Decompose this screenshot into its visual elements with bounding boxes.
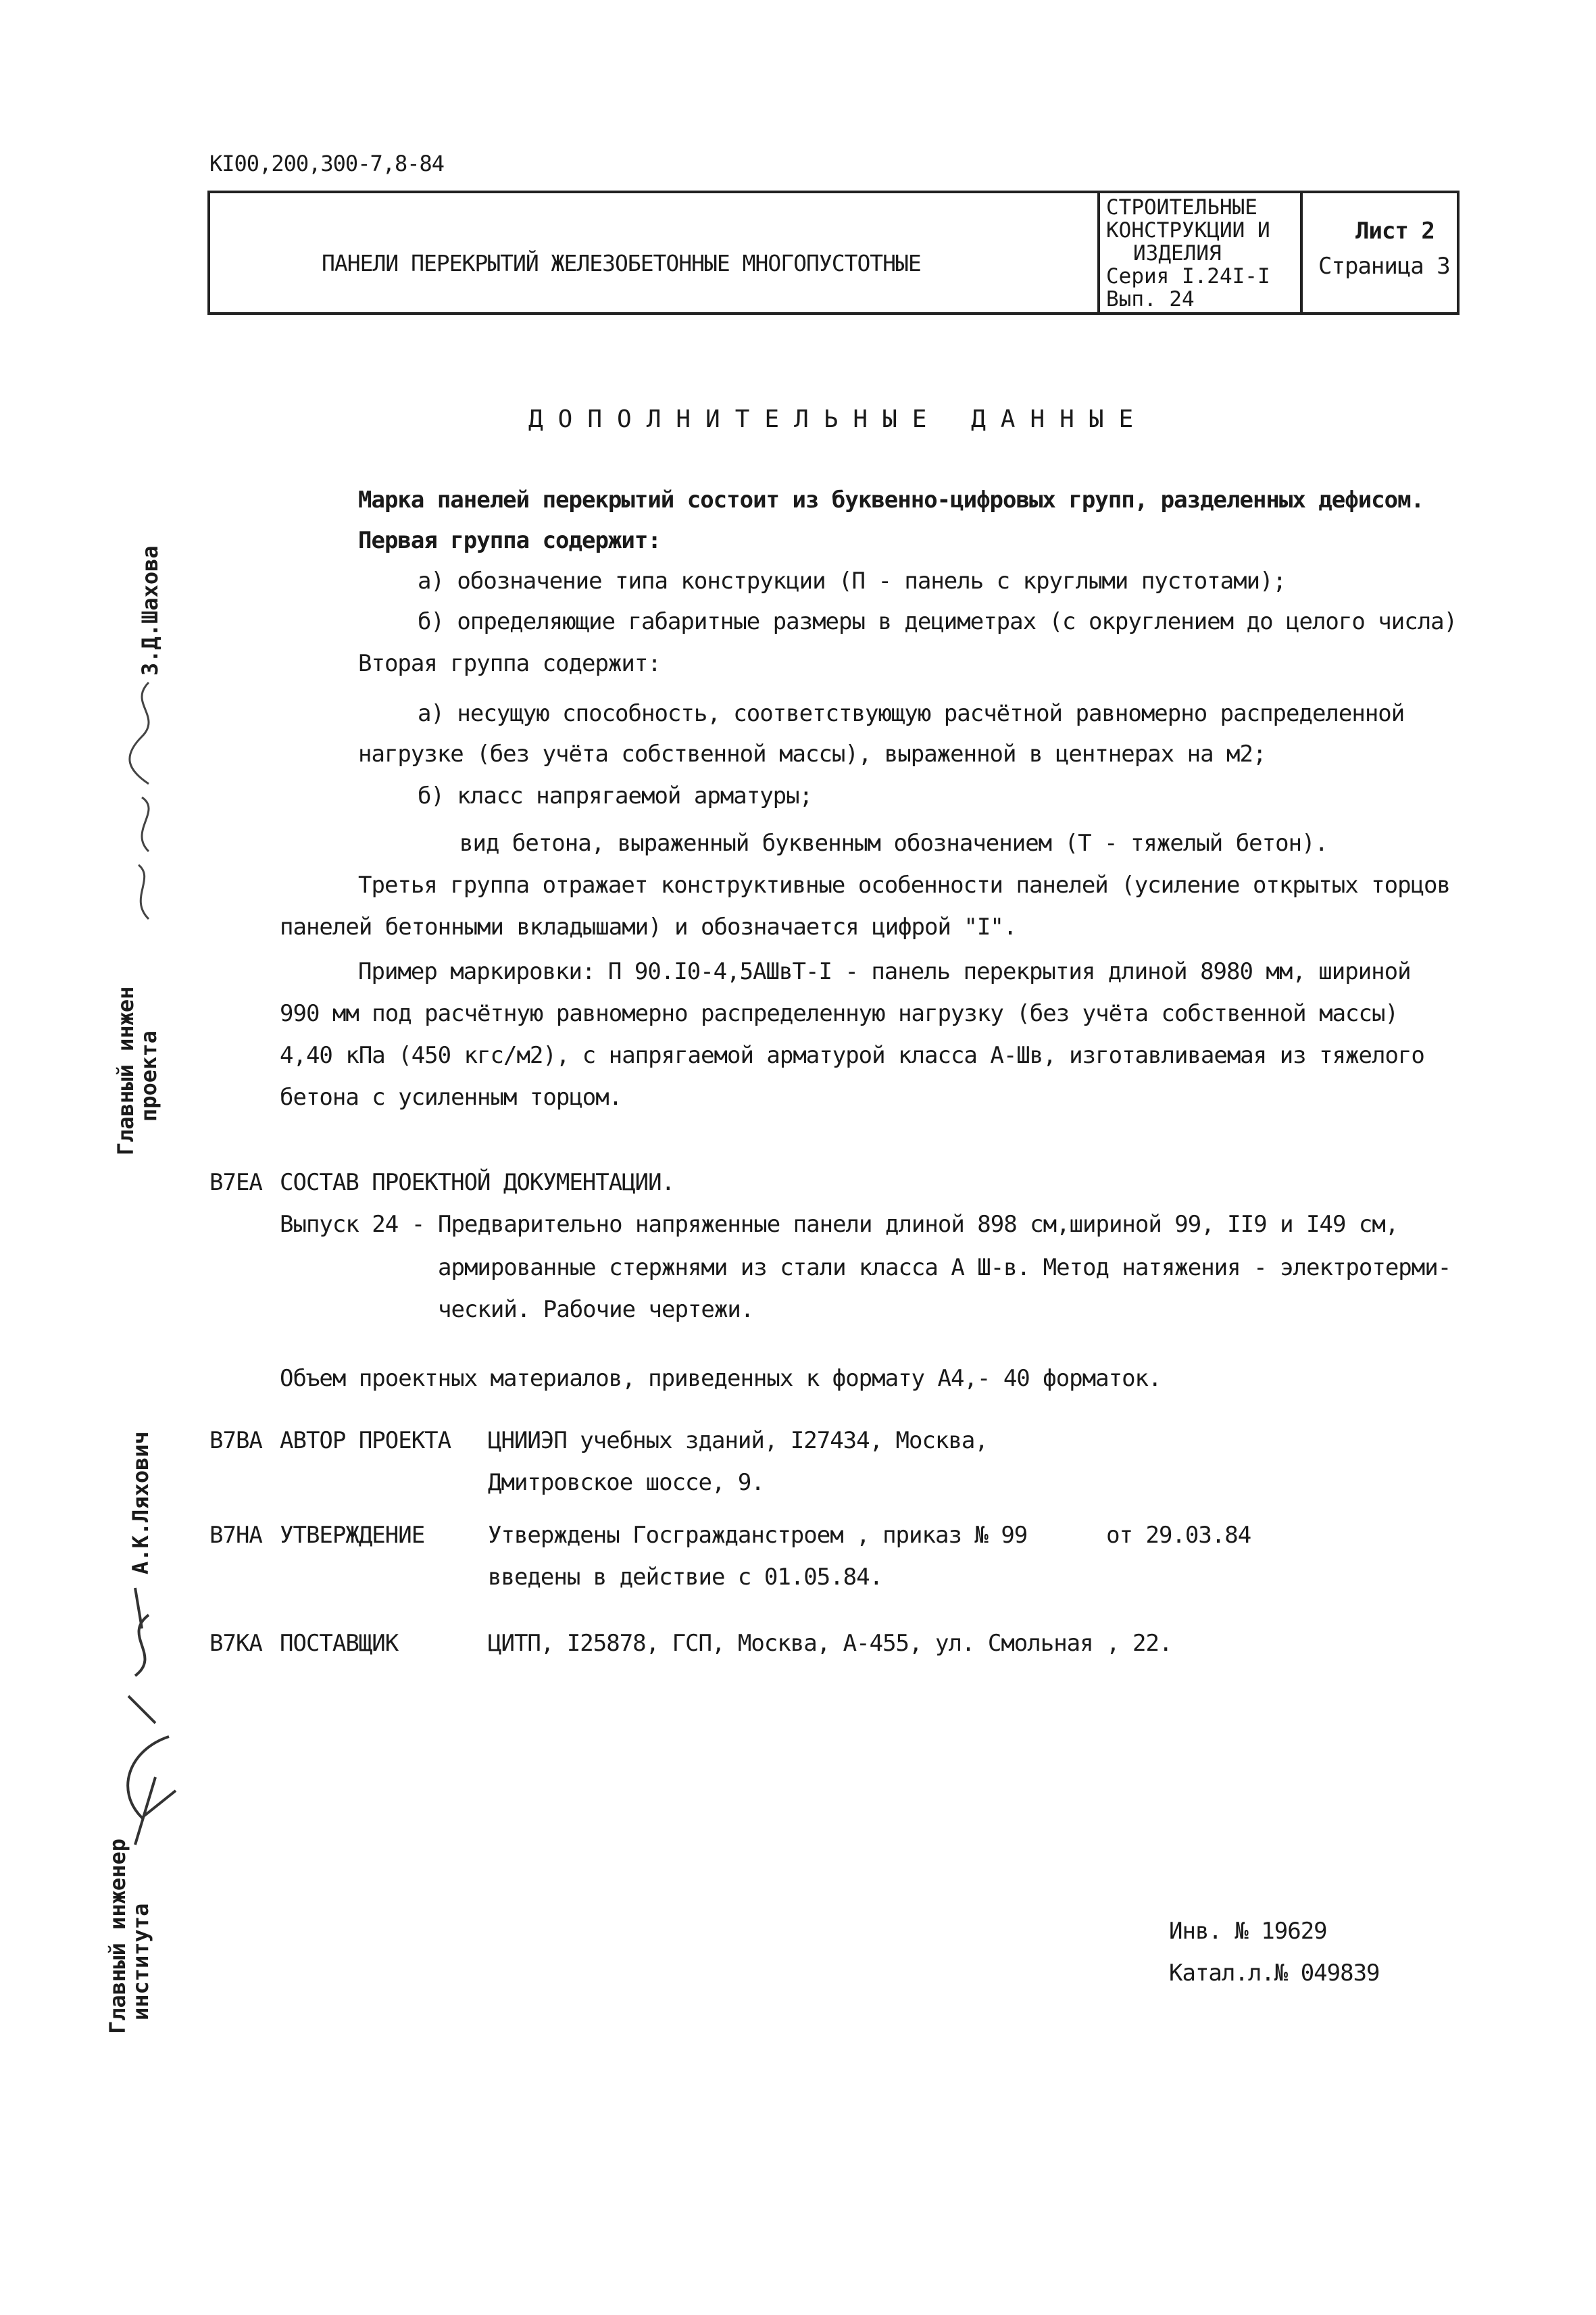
body-line: бетона с усиленным торцом.: [280, 1084, 622, 1111]
body-line: нагрузке (без учёта собственной массы), выраженной в центнерах на м2;: [358, 741, 1266, 768]
issue-line: армированные стержнями из стали класса А Ш-в. Метод натяжения - электротерми-: [438, 1254, 1451, 1281]
body-line: вид бетона, выраженный буквенным обозначением (Т - тяжелый бетон).: [459, 830, 1328, 857]
field-label: УТВЕРЖДЕНИЕ: [280, 1522, 425, 1549]
header-title: ПАНЕЛИ ПЕРЕКРЫТИЙ ЖЕЛЕЗОБЕТОННЫЕ МНОГОПУСТОТНЫЕ: [322, 250, 921, 276]
title-block: [207, 191, 1460, 315]
volume-line: Объем проектных материалов, приведенных к формату А4,- 40 форматок.: [280, 1365, 1162, 1392]
field-value: Дмитровское шоссе, 9.: [488, 1469, 764, 1496]
field-value: введены в действие с 01.05.84.: [488, 1564, 883, 1591]
body-line: панелей бетонными вкладышами) и обозначается цифрой "I".: [280, 914, 1017, 941]
signature-mark: [101, 676, 182, 946]
margin-role: проекта: [136, 1030, 161, 1122]
sheet-number: Лист 2: [1355, 218, 1435, 245]
body-line: Вторая группа содержит:: [358, 650, 661, 677]
document-code: КI00,200,300-7,8-84: [209, 151, 445, 176]
signature-mark: [88, 1574, 196, 1858]
field-value: ЦИТП, I25878, ГСП, Москва, А-455, ул. Смольная , 22.: [488, 1630, 1172, 1657]
margin-role: Главный инженер: [105, 1839, 130, 2034]
field-label: СОСТАВ ПРОЕКТНОЙ ДОКУМЕНТАЦИИ.: [280, 1169, 675, 1196]
margin-role: института: [128, 1903, 153, 2020]
body-line: Пример маркировки: П 90.I0-4,5АШвТ-I - панель перекрытия длиной 8980 мм, шириной: [358, 958, 1411, 985]
margin-name: А.К.Ляхович: [128, 1431, 153, 1574]
body-line: а) несущую способность, соответствующую расчётной равномерно распределенной: [418, 700, 1405, 727]
body-line: а) обозначение типа конструкции (П - панель с круглыми пустотами);: [418, 568, 1287, 595]
inventory-number: Инв. № 19629: [1169, 1918, 1327, 1945]
field-value: Утверждены Госгражданстроем , приказ № 99 от 29.03.84: [488, 1522, 1251, 1549]
series-line: ИЗДЕЛИЯ: [1133, 241, 1222, 266]
body-line: Третья группа отражает конструктивные особенности панелей (усиление открытых торцов: [358, 872, 1450, 899]
series-line: СТРОИТЕЛЬНЫЕ: [1106, 195, 1257, 220]
series-line: Серия I.24I-I: [1106, 264, 1270, 289]
body-line: б) определяющие габаритные размеры в дециметрах (с округлением до целого числа): [418, 608, 1457, 635]
series-block: [1106, 196, 1270, 311]
issue-line: Предварительно напряженные панели длиной 898 см,шириной 99, II9 и I49 см,: [438, 1211, 1399, 1238]
field-code: В7ВА: [209, 1427, 262, 1454]
field-code: В7КА: [209, 1630, 262, 1657]
series-line: КОНСТРУКЦИИ И: [1106, 218, 1270, 243]
divider: [1097, 193, 1100, 312]
issue-line: ческий. Рабочие чертежи.: [438, 1296, 754, 1323]
catalog-number: Катал.л.№ 049839: [1169, 1960, 1380, 1987]
body-line: 4,40 кПа (450 кгс/м2), с напрягаемой арматурой класса А-Шв, изготавливаемая из тяжелого: [280, 1042, 1424, 1069]
field-value: ЦНИИЭП учебных зданий, I27434, Москва,: [488, 1427, 988, 1454]
section-title: ДОПОЛНИТЕЛЬНЫЕ ДАННЫЕ: [528, 405, 1149, 433]
body-line: Первая группа содержит:: [358, 527, 661, 554]
series-line: Вып. 24: [1106, 287, 1195, 312]
body-line: б) класс напрягаемой арматуры;: [418, 782, 813, 810]
field-label: ПОСТАВЩИК: [280, 1630, 399, 1657]
body-line: Марка панелей перекрытий состоит из буквенно-цифровых групп, разделенных дефисом.: [358, 487, 1424, 514]
field-code: В7ЕА: [209, 1169, 262, 1196]
field-label: АВТОР ПРОЕКТА: [280, 1427, 451, 1454]
margin-role: Главный инжен: [113, 986, 139, 1155]
margin-name: З.Д.Шахова: [137, 545, 163, 676]
page-number: Страница 3: [1318, 253, 1450, 280]
body-line: 990 мм под расчётную равномерно распределенную нагрузку (без учёта собственной массы): [280, 1000, 1398, 1027]
field-code: В7НА: [209, 1522, 262, 1549]
divider: [1300, 193, 1303, 312]
issue-label: Выпуск 24 -: [280, 1211, 425, 1238]
